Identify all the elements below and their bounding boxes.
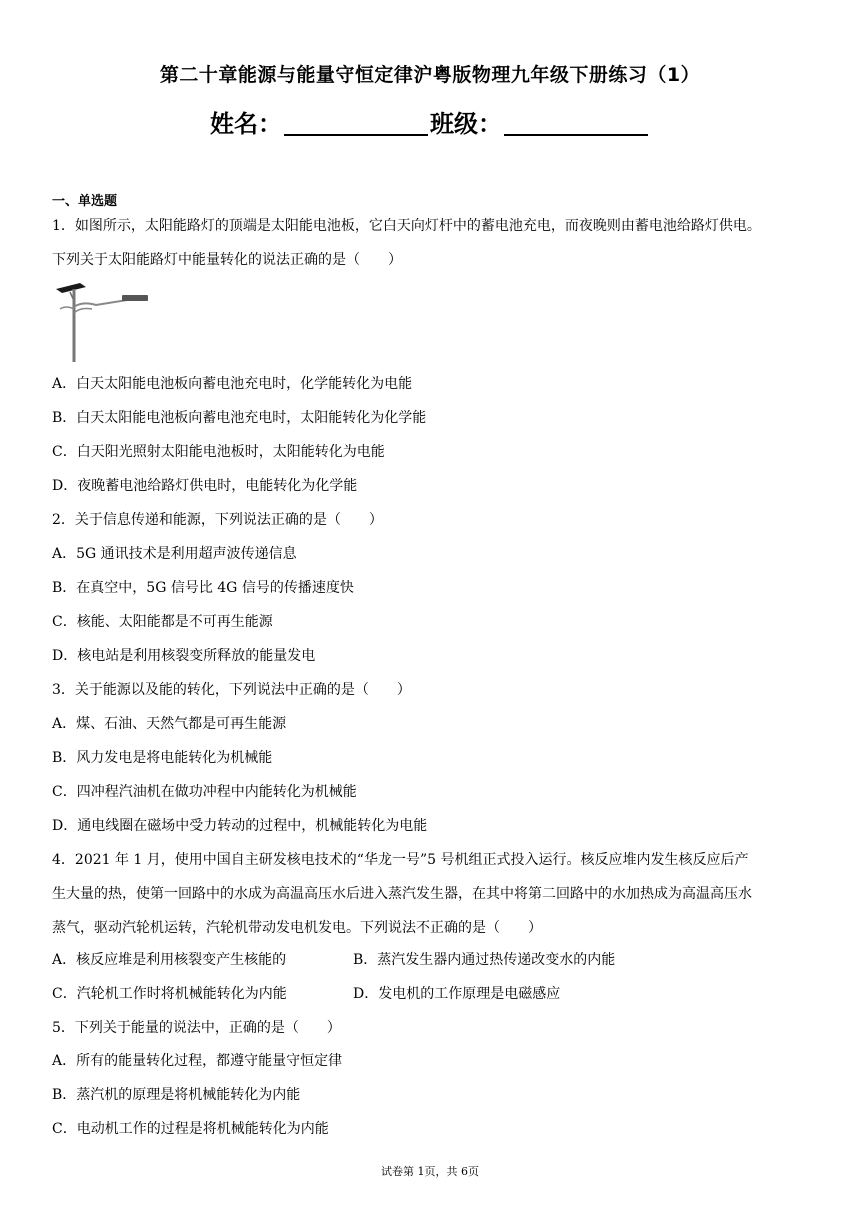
question-5-option-b[interactable]: B．蒸汽机的原理是将机械能转化为内能 bbox=[52, 1087, 301, 1103]
question-3-option-c[interactable]: C．四冲程汽油机在做功冲程中内能转化为机械能 bbox=[52, 784, 357, 800]
question-4-option-a[interactable]: A．核反应堆是利用核裂变产生核能的 bbox=[52, 952, 287, 968]
question-1-option-d[interactable]: D．夜晚蓄电池给路灯供电时，电能转化为化学能 bbox=[52, 478, 358, 494]
question-4-stem-line-1: 4．2021 年 1 月，使用中国自主研发核电技术的“华龙一号”5 号机组正式投入运行。核反应堆内发生核反应后产 bbox=[52, 852, 749, 868]
name-label: 姓名： bbox=[210, 110, 282, 138]
question-3-option-a[interactable]: A．煤、石油、天然气都是可再生能源 bbox=[52, 716, 287, 732]
question-4-option-c[interactable]: C．汽轮机工作时将机械能转化为内能 bbox=[52, 986, 287, 1002]
question-2-option-b[interactable]: B．在真空中，5G 信号比 4G 信号的传播速度快 bbox=[52, 580, 354, 596]
question-4-option-d[interactable]: D．发电机的工作原理是电磁感应 bbox=[353, 986, 561, 1002]
question-4-option-b[interactable]: B．蒸汽发生器内通过热传递改变水的内能 bbox=[353, 952, 616, 968]
lamp-head bbox=[122, 295, 148, 301]
question-3-option-d[interactable]: D．通电线圈在磁场中受力转动的过程中，机械能转化为电能 bbox=[52, 818, 428, 834]
question-1-stem-line-2: 下列关于太阳能路灯中能量转化的说法正确的是（ ） bbox=[52, 252, 402, 268]
question-2-option-c[interactable]: C．核能、太阳能都是不可再生能源 bbox=[52, 614, 273, 630]
question-2-option-d[interactable]: D．核电站是利用核裂变所释放的能量发电 bbox=[52, 648, 316, 664]
section-heading: 一、单选题 bbox=[52, 194, 118, 209]
question-2-stem: 2．关于信息传递和能源，下列说法正确的是（ ） bbox=[52, 512, 383, 528]
question-2-option-a[interactable]: A．5G 通讯技术是利用超声波传递信息 bbox=[52, 546, 297, 562]
question-5-option-a[interactable]: A．所有的能量转化过程，都遵守能量守恒定律 bbox=[52, 1053, 343, 1069]
question-1-stem-line-1: 1．如图所示，太阳能路灯的顶端是太阳能电池板，它白天向灯杆中的蓄电池充电，而夜晚则由蓄电池给路灯供电。 bbox=[52, 218, 761, 234]
page-title: 第二十章能源与能量守恒定律沪粤版物理九年级下册练习（1） bbox=[159, 64, 701, 86]
question-5-stem: 5．下列关于能量的说法中，正确的是（ ） bbox=[52, 1020, 341, 1036]
name-blank[interactable] bbox=[284, 110, 428, 136]
question-1-option-b[interactable]: B．白天太阳能电池板向蓄电池充电时，太阳能转化为化学能 bbox=[52, 410, 427, 426]
student-info-line bbox=[0, 104, 860, 139]
solar-panel bbox=[56, 283, 86, 293]
class-label: 班级： bbox=[430, 110, 502, 138]
question-3-stem: 3．关于能源以及能的转化，下列说法中正确的是（ ） bbox=[52, 682, 411, 698]
question-3-option-b[interactable]: B．风力发电是将电能转化为机械能 bbox=[52, 750, 273, 766]
page-footer: 试卷第 1页，共 6页 bbox=[381, 1165, 479, 1178]
question-4-stem-line-2: 生大量的热，使第一回路中的水成为高温高压水后进入蒸汽发生器，在其中将第二回路中的水加热成为高温高压水 bbox=[52, 886, 752, 902]
class-blank[interactable] bbox=[504, 110, 648, 136]
solar-street-lamp-image bbox=[52, 283, 152, 363]
question-1-option-a[interactable]: A．白天太阳能电池板向蓄电池充电时，化学能转化为电能 bbox=[52, 376, 413, 392]
question-4-stem-line-3: 蒸气，驱动汽轮机运转，汽轮机带动发电机发电。下列说法不正确的是（ ） bbox=[52, 920, 542, 936]
question-1-option-c[interactable]: C．白天阳光照射太阳能电池板时，太阳能转化为电能 bbox=[52, 444, 385, 460]
question-5-option-c[interactable]: C．电动机工作的过程是将机械能转化为内能 bbox=[52, 1121, 329, 1137]
